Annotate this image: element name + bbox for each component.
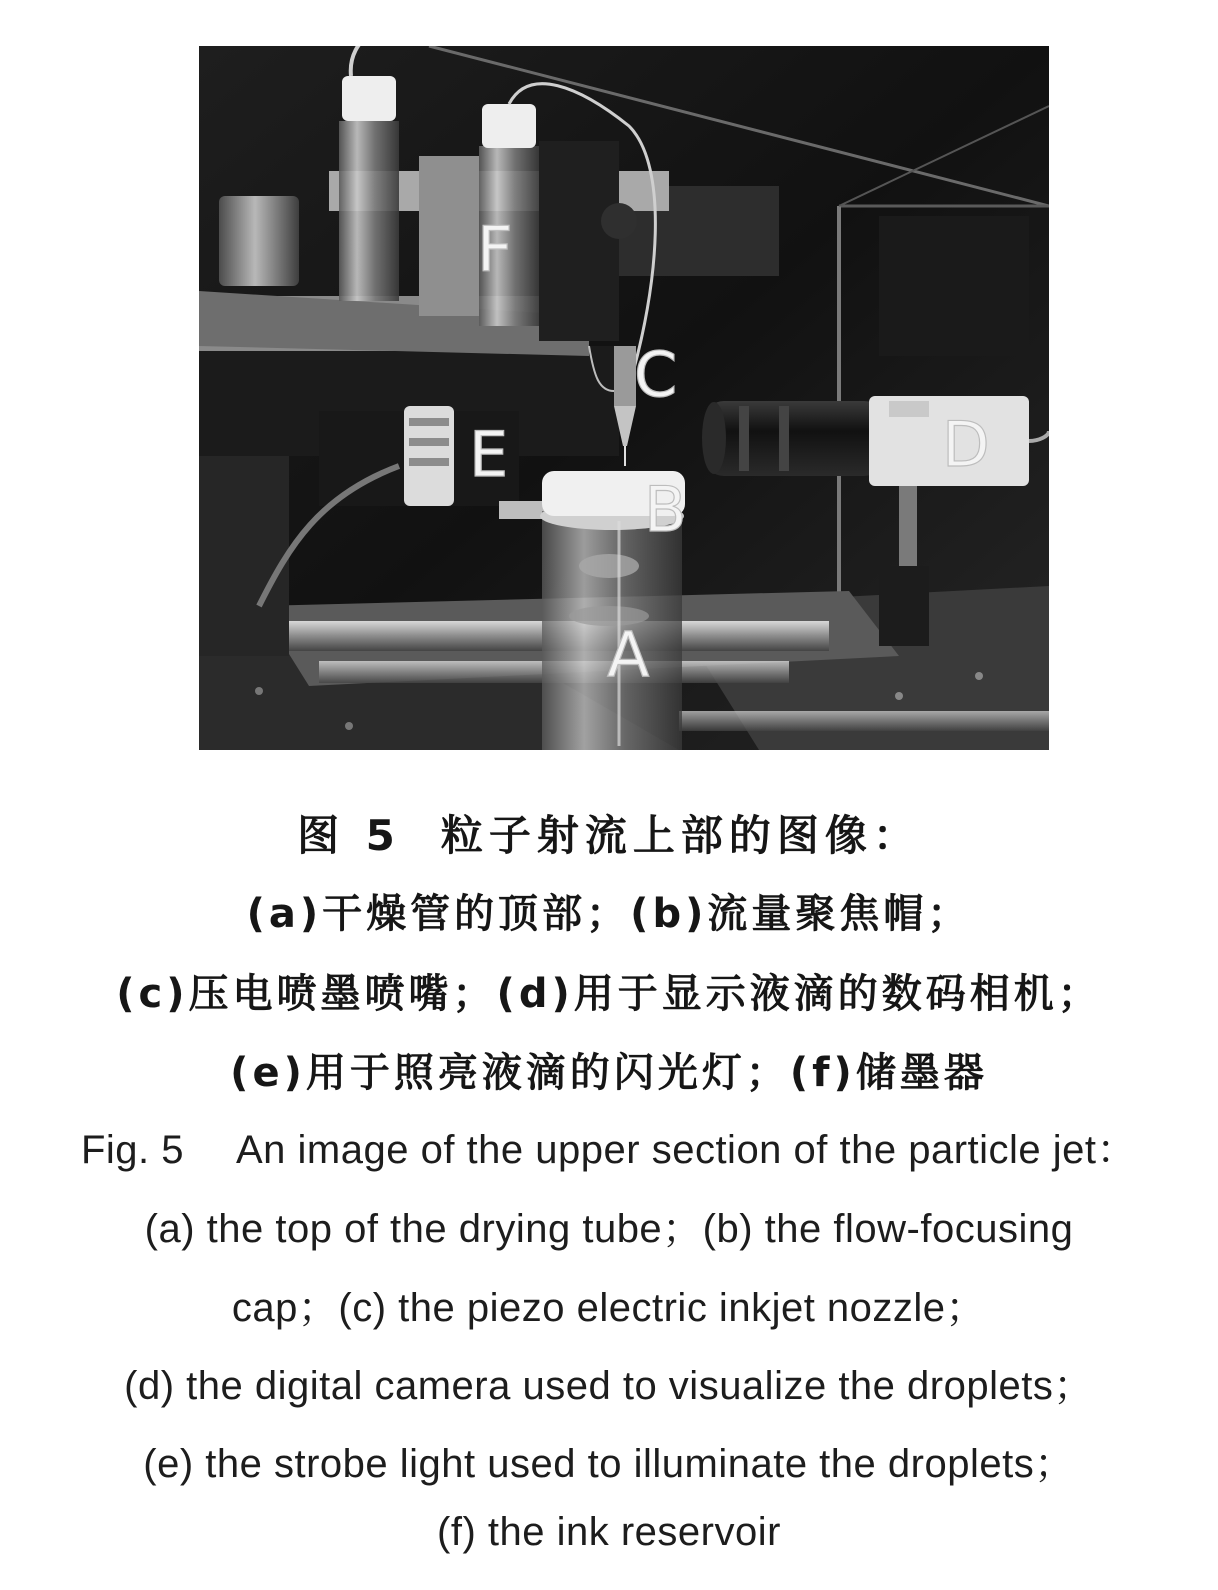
label-f: F <box>477 213 513 286</box>
particle-jet-photo <box>199 46 1049 750</box>
caption-en-line-2: (a) the top of the drying tube；(b) the flow-focusing <box>144 1207 1074 1251</box>
caption-zh-line-4: (e)用于照亮液滴的闪光灯；(f)储墨器 <box>230 1050 988 1096</box>
label-c: C <box>634 338 678 411</box>
label-a: A <box>607 618 650 691</box>
caption-en-line-4: (d) the digital camera used to visualize the droplets； <box>124 1364 1094 1408</box>
label-b: B <box>644 473 687 546</box>
caption-zh-title <box>0 803 1218 863</box>
caption-en-line-6: (f) the ink reservoir <box>437 1510 781 1554</box>
label-e: E <box>469 418 509 491</box>
caption-zh-line-2: (a)干燥管的顶部；(b)流量聚焦帽； <box>246 891 972 937</box>
caption-en-title <box>0 1118 1218 1175</box>
caption-zh-line-3: (c)压电喷墨喷嘴；(d)用于显示液滴的数码相机； <box>116 971 1102 1017</box>
caption-en-line-3: cap；(c) the piezo electric inkjet nozzle； <box>231 1286 987 1330</box>
label-d: D <box>942 408 990 481</box>
caption-zh-title-text: 粒子射流上部的图像： <box>440 811 921 860</box>
caption-zh-figure-number: 图 5 <box>297 811 401 860</box>
caption-en-title-text: An image of the upper section of the particle jet： <box>235 1128 1138 1172</box>
figure-photo <box>199 46 1049 750</box>
caption-en-figure-number: Fig. 5 <box>80 1128 184 1172</box>
caption-en-line-5: (e) the strobe light used to illuminate the droplets； <box>143 1442 1075 1486</box>
